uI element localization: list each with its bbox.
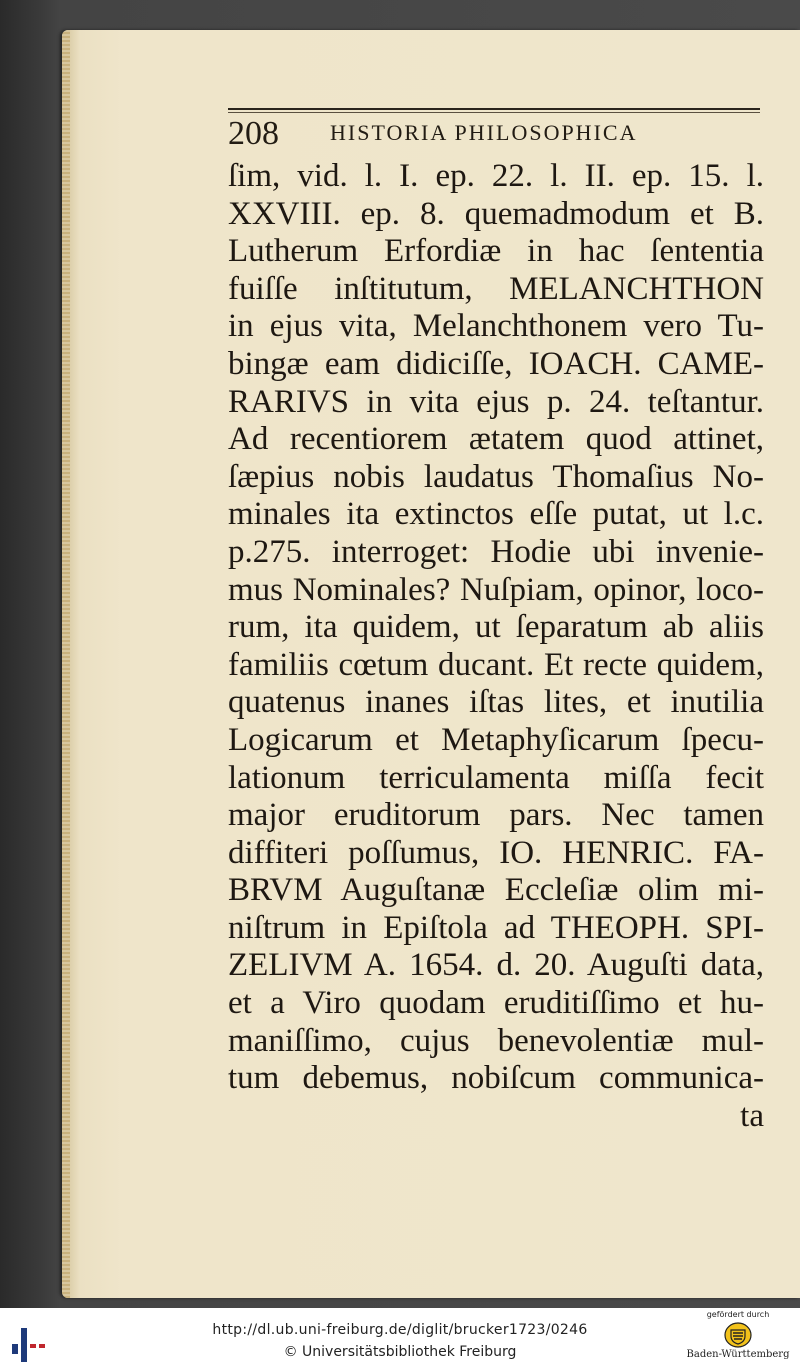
page-header <box>228 114 768 154</box>
text-line: et a Viro quodam eruditiſſimo et hu- <box>228 985 764 1022</box>
text-line: ſæpius nobis laudatus Thomaſius No- <box>228 458 764 495</box>
body-text <box>228 158 764 1135</box>
text-line: Ad recentiorem ætatem quod attinet, <box>228 421 764 458</box>
text-line: minales ita extinctos eſſe putat, ut l.c. <box>228 496 764 533</box>
text-line: diffiteri poſſumus, IO. HENRIC. FA- <box>228 834 764 871</box>
header-rule-thin <box>228 112 760 113</box>
text-line: mus Nominales? Nuſpiam, opinor, loco- <box>228 571 764 608</box>
sponsor-badge <box>686 1310 790 1364</box>
text-line: fuiſſe inſtitutum, MELANCHTHON <box>228 270 764 307</box>
text-line: bingæ eam didiciſſe, IOACH. CAME- <box>228 345 764 382</box>
text-line: maniſſimo, cujus benevolentiæ mul- <box>228 1022 764 1059</box>
sponsor-name: Baden-Württemberg <box>686 1349 790 1360</box>
text-line: Lutherum Erfordiæ in hac ſententia <box>228 233 764 270</box>
viewer-footer <box>0 1308 800 1366</box>
running-title: HISTORIA PHILOSOPHICA <box>330 120 638 145</box>
text-line: major eruditorum pars. Nec tamen <box>228 797 764 834</box>
text-line: niſtrum in Epiſtola ad THEOPH. SPI- <box>228 909 764 946</box>
text-line: BRVM Auguſtanæ Eccleſiæ olim mi- <box>228 872 764 909</box>
copyright-notice: © Universitätsbibliothek Freiburg <box>283 1344 517 1360</box>
text-line: tum debemus, nobiſcum communica- <box>228 1060 764 1097</box>
permalink-url[interactable]: http://dl.ub.uni-freiburg.de/diglit/brucker1723/0246 <box>212 1322 588 1338</box>
header-rule <box>228 108 760 110</box>
text-line: familiis cœtum ducant. Et recte quidem, <box>228 646 764 683</box>
text-line: ſim, vid. l. I. ep. 22. l. II. ep. 15. l. <box>228 158 764 194</box>
text-line: ZELIVM A. 1654. d. 20. Auguſti data, <box>228 947 764 984</box>
state-crest-icon <box>724 1321 752 1349</box>
text-line: XXVIII. ep. 8. quemadmodum et B. <box>228 195 764 232</box>
text-line: p.275. interroget: Hodie ubi invenie- <box>228 533 764 570</box>
text-line: rum, ita quidem, ut ſeparatum ab aliis <box>228 609 764 646</box>
text-line: RARIVS in vita ejus p. 24. teſtantur. <box>228 383 764 420</box>
page-number: 208 <box>228 115 279 152</box>
text-line: Logicarum et Metaphyſicarum ſpecu- <box>228 721 764 758</box>
text-line: in ejus vita, Melanchthonem vero Tu- <box>228 308 764 345</box>
page-edge <box>62 30 70 1298</box>
text-line: quatenus inanes iſtas lites, et inutilia <box>228 684 764 721</box>
catchword: ta <box>740 1097 764 1134</box>
sponsor-label: gefördert durch <box>706 1310 770 1319</box>
text-line: lationum terriculamenta miſſa fecit <box>228 759 764 796</box>
